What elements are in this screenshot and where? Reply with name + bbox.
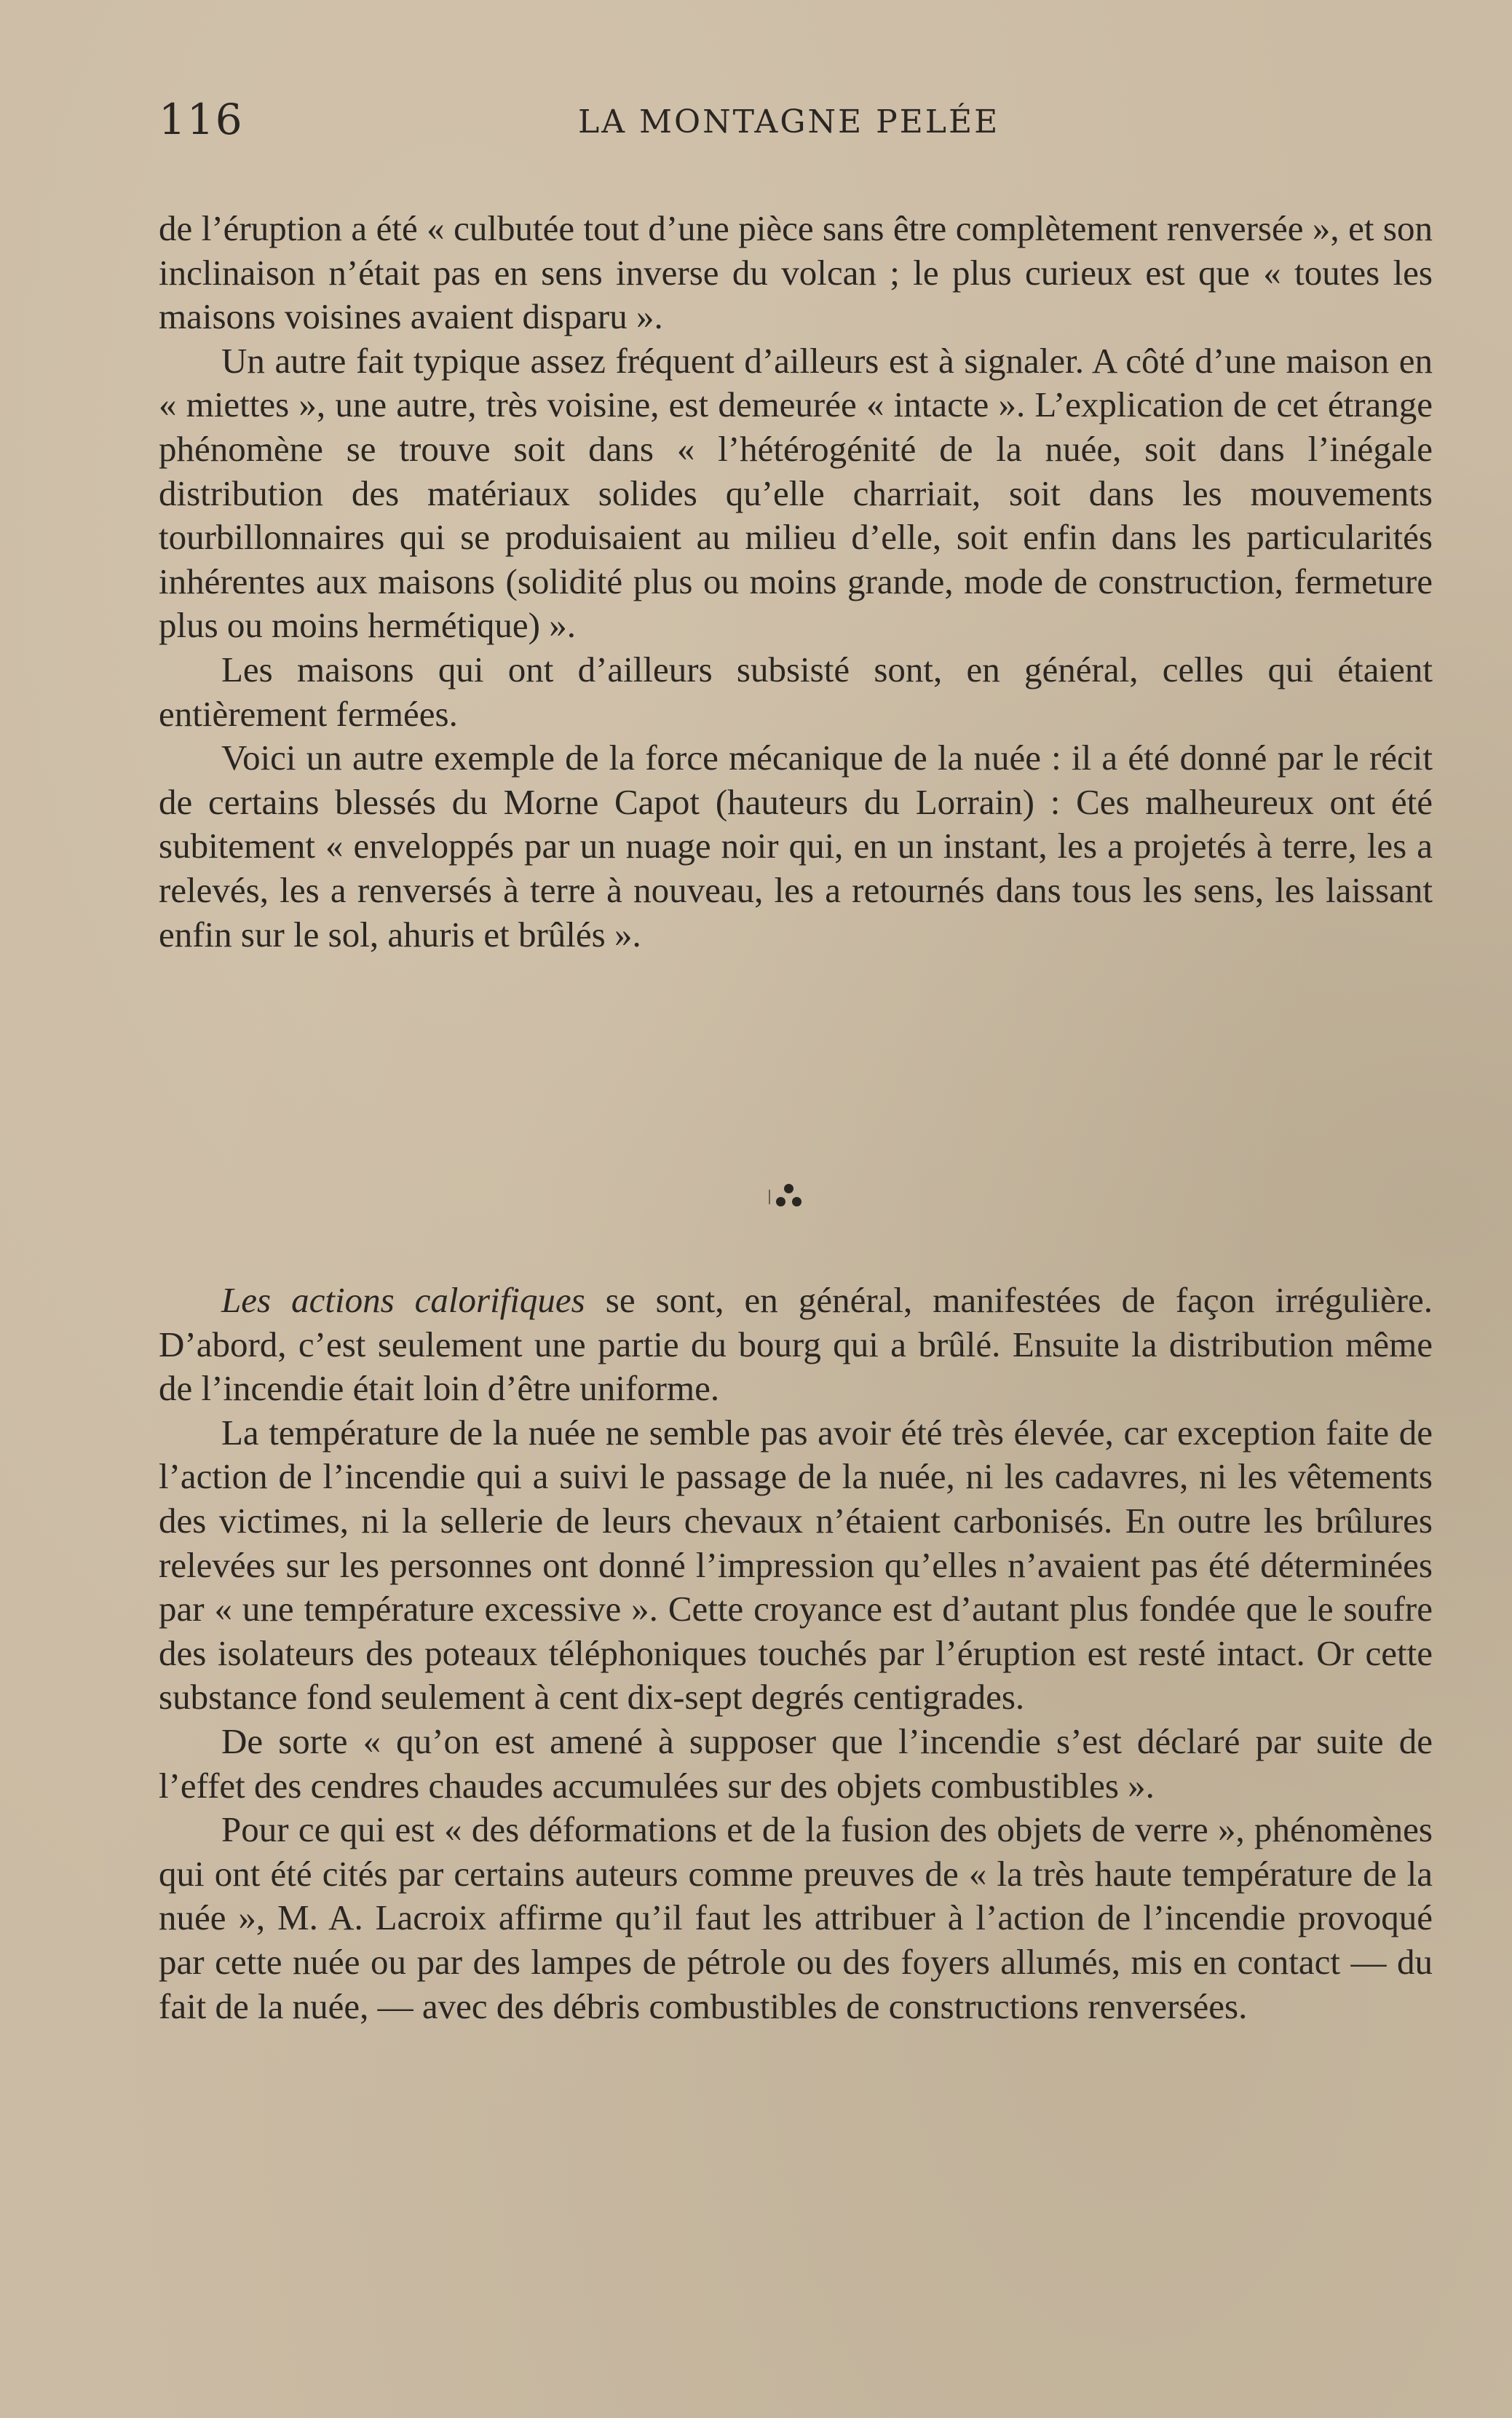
paragraph bbox=[159, 1279, 1433, 1411]
text-block-before-ornament bbox=[159, 207, 1433, 957]
italic-heading: Les actions calorifiques bbox=[221, 1280, 585, 1320]
section-ornament-icon bbox=[767, 1181, 811, 1225]
paragraph: La température de la nuée ne semble pas avoir été très élevée, car exception faite de l’action de l’incendie qui a suivi le passage de la nuée, ni les cadavres, ni les vêtements des victimes, ni la sellerie de leurs chevaux n’étaient carbonisés. En outre les brûlures relevées sur les personnes ont donné l’impression qu’elles n’avaient pas été déterminées par « une température excessive ». Cette croyance est d’autant plus fondée que le soufre des isolateurs des poteaux téléphoniques touchés par l’éruption est resté intact. Or cette substance fond seulement à cent dix-sept degrés centigrades. bbox=[159, 1412, 1433, 1718]
paragraph-text: se sont, en général, manifestées de façon irrégulière. D’abord, c’est seulement une partie du bourg qui a brûlé. Ensuite la distribution même de l’incendie était loin d’être uniforme. bbox=[159, 1280, 1433, 1409]
paragraph: Pour ce qui est « des déformations et de la fusion des objets de verre », phénomènes qui ont été cités par certains auteurs comme preuves de « la très haute température de la nuée », M. A. Lacroix affirme qu’il faut les attribuer à l’action de l’incendie provoqué par cette nuée ou par des lampes de pétrole ou des foyers allumés, mis en contact — du fait de la nuée, — avec des débris combustibles de constructions renversées. bbox=[159, 1809, 1433, 2026]
paragraph: Les maisons qui ont d’ailleurs subsisté sont, en général, celles qui étaient entièrement fermées. bbox=[159, 649, 1433, 734]
page-header bbox=[159, 95, 1440, 153]
text-block-after-ornament bbox=[159, 1279, 1433, 2028]
paragraph: Un autre fait typique assez fréquent d’ailleurs est à signaler. A côté d’une maison en « miettes », une autre, très voisine, est demeurée « intacte ». L’explication de cet étrange phénomène se trouve soit dans « l’hétérogénité de la nuée, soit dans l’inégale distribution des matériaux solides qu’elle charriait, soit dans les mouvements tourbillonnaires qui se produisaient au milieu d’elle, soit enfin dans les particularités inhérentes aux maisons (solidité plus ou moins grande, mode de construction, fermeture plus ou moins hermétique) ». bbox=[159, 340, 1433, 646]
paragraph: Voici un autre exemple de la force mécanique de la nuée : il a été donné par le récit de certains blessés du Morne Capot (hauteurs du Lorrain) : Ces malheureux ont été subitement « enveloppés par un nuage noir qui, en un instant, les a projetés à terre, les a relevés, les a renversés à terre à nouveau, les a retournés dans tous les sens, les laissant enfin sur le sol, ahuris et brûlés ». bbox=[159, 738, 1433, 955]
running-title: LA MONTAGNE PELÉE bbox=[578, 103, 1000, 141]
paragraph: De sorte « qu’on est amené à supposer que l’incendie s’est déclaré par suite de l’effet des cendres chaudes accumulées sur des objets combustibles ». bbox=[159, 1720, 1433, 1806]
page-number: 116 bbox=[159, 95, 244, 144]
paragraph: de l’éruption a été « culbutée tout d’une pièce sans être complètement renversée », et son inclinaison n’était pas en sens inverse du volcan ; le plus curieux est que « toutes les maisons voisines avaient disparu ». bbox=[159, 208, 1433, 337]
